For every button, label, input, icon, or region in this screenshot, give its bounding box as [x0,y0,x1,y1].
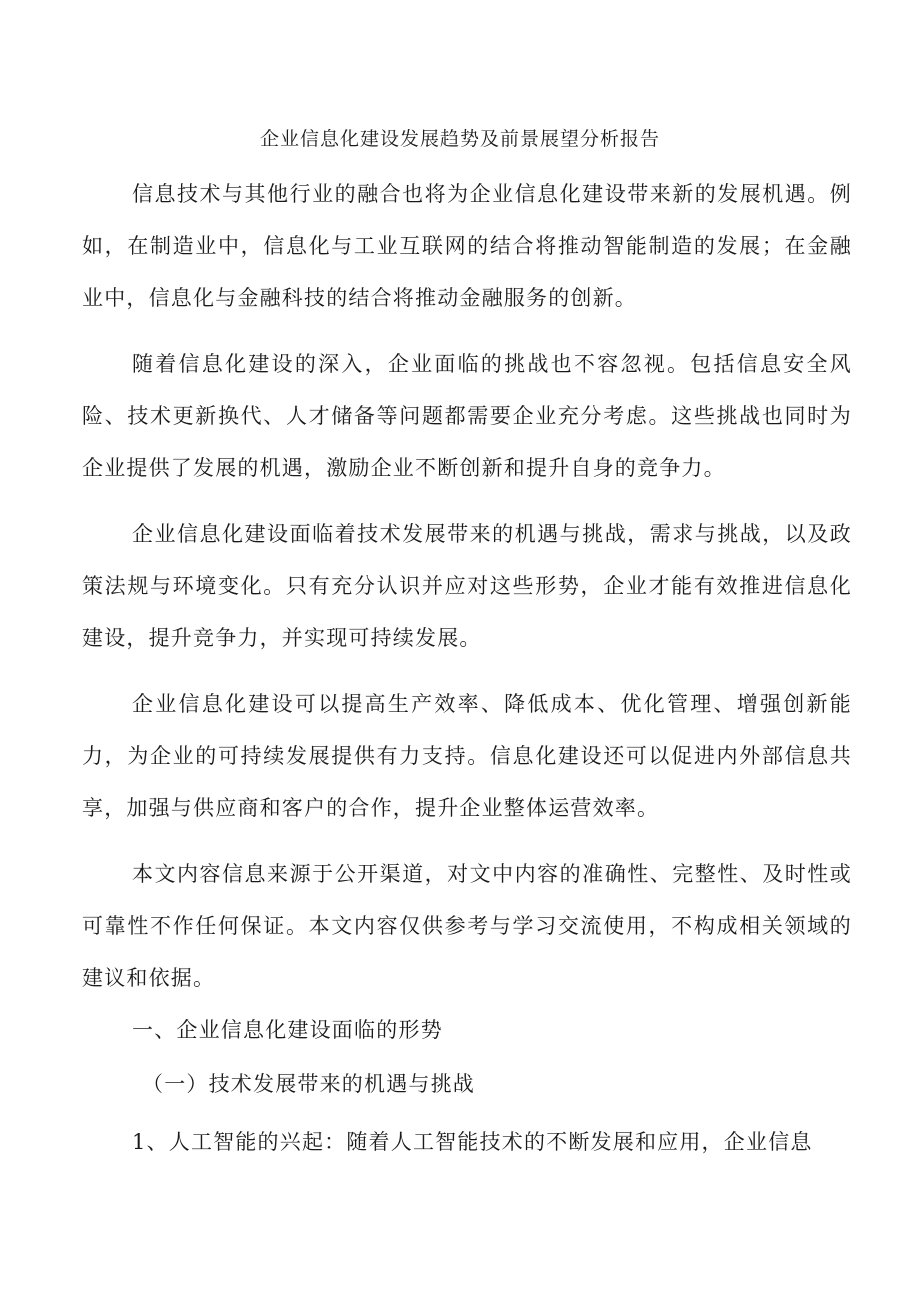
list-item: 1、人工智能的兴起：随着人工智能技术的不断发展和应用，企业信息 [132,1130,813,1154]
paragraph: 本文内容信息来源于公开渠道，对文中内容的准确性、完整性、及时性或可靠性不作任何保证。本文内容仅供参考与学习交流使用，不构成相关领域的建议和依据。 [82,862,852,990]
paragraph: 信息技术与其他行业的融合也将为企业信息化建设带来新的发展机遇。例如，在制造业中，信息化与工业互联网的结合将推动智能制造的发展；在金融业中，信息化与金融科技的结合将推动金融服务的创新。 [82,182,852,310]
paragraph: 企业信息化建设可以提高生产效率、降低成本、优化管理、增强创新能力，为企业的可持续发展提供有力支持。信息化建设还可以促进内外部信息共享，加强与供应商和客户的合作，提升企业整体运营效率。 [82,692,852,820]
subsection-heading: （一）技术发展带来的机遇与挑战 [142,1072,475,1096]
paragraph: 随着信息化建设的深入，企业面临的挑战也不容忽视。包括信息安全风险、技术更新换代、人才储备等问题都需要企业充分考虑。这些挑战也同时为企业提供了发展的机遇，激励企业不断创新和提升自身的竞争力。 [82,352,852,480]
section-heading: 一、企业信息化建设面临的形势 [132,1018,443,1042]
document-title: 企业信息化建设发展趋势及前景展望分析报告 [259,128,660,150]
paragraph: 企业信息化建设面临着技术发展带来的机遇与挑战，需求与挑战，以及政策法规与环境变化。只有充分认识并应对这些形势，企业才能有效推进信息化建设，提升竞争力，并实现可持续发展。 [82,522,852,650]
